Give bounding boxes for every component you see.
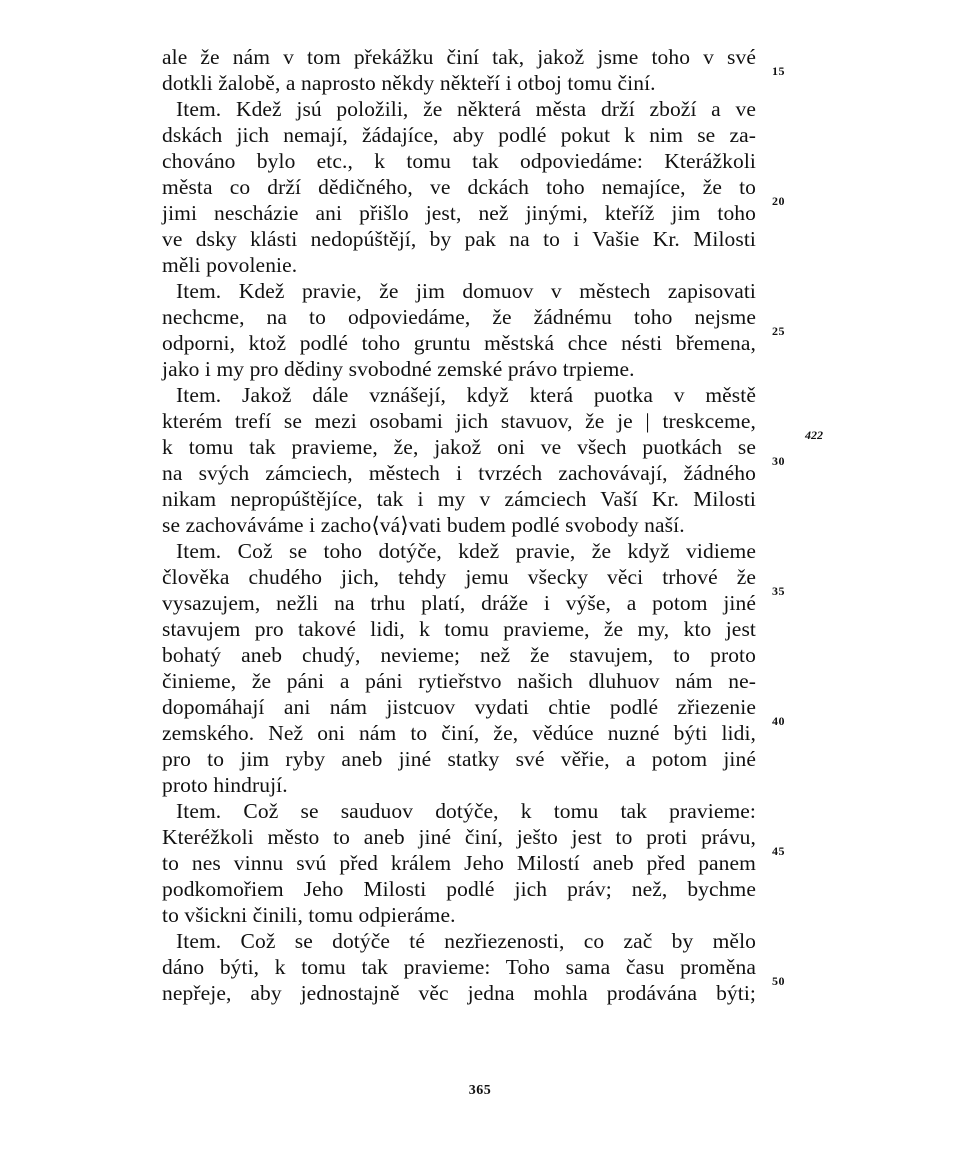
text-line: dskách jich nemají, žádajíce, aby podlé pokut k nim se za-	[162, 123, 756, 147]
text-line: Item. Což se toho dotýče, kdež pravie, že když vidieme	[176, 539, 756, 563]
body-text	[162, 44, 756, 1006]
text-line: zemského. Než oni nám to činí, že, vědúce nuzné býti lidi,	[162, 721, 756, 745]
text-line: jimi nescházie ani přišlo jest, než jinými, kteříž jim toho	[162, 201, 756, 225]
text-line: ale že nám v tom překážku činí tak, jakož jsme toho v své	[162, 45, 756, 69]
text-line: Item. Což se sauduov dotýče, k tomu tak pravieme:	[176, 799, 756, 823]
text-line: se zachováváme i zacho⟨vá⟩vati budem podlé svobody naší.	[162, 513, 685, 537]
text-line: jako i my pro dědiny svobodné zemské právo trpieme.	[162, 357, 635, 381]
text-line: podkomořiem Jeho Milosti podlé jich práv; než, bychme	[162, 877, 756, 901]
line-number: 25	[772, 324, 785, 338]
text-line: na svých zámciech, městech i tvrzéch zachovávají, žádného	[162, 461, 756, 485]
line-number: 35	[772, 584, 785, 598]
line-number: 20	[772, 194, 785, 208]
page-number: 365	[468, 1083, 492, 1098]
text-line: nechcme, na to odpoviedáme, že žádnému toho nejsme	[162, 305, 756, 329]
text-line: Item. Což se dotýče té nezřiezenosti, co zač by mělo	[176, 929, 756, 953]
text-line: bohatý aneb chudý, nevieme; než že stavujem, to proto	[162, 643, 756, 667]
text-line: proto hindrují.	[162, 773, 288, 797]
text-line: měli povolenie.	[162, 253, 298, 277]
text-line: člověka chudého jich, tehdy jemu všecky věci trhové že	[162, 565, 756, 589]
text-line: dopomáhají ani nám jistcuov vydati chtie podlé zřiezenie	[162, 695, 756, 719]
line-number: 40	[772, 714, 785, 728]
text-line: stavujem pro takové lidi, k tomu pravieme, že my, kto jest	[162, 617, 756, 641]
text-line: města co drží dědičného, ve dckách toho nemajíce, že to	[162, 175, 756, 199]
text-line: to nes vinnu svú před králem Jeho Milostí aneb před panem	[162, 851, 756, 875]
text-line: ve dsky klásti nedopúštějí, by pak na to i Vašie Kr. Milosti	[162, 227, 756, 251]
text-line: k tomu tak pravieme, že, jakož oni ve všech puotkách se	[162, 435, 756, 459]
text-line: chováno bylo etc., k tomu tak odpoviedáme: Kterážkoli	[162, 149, 756, 173]
text-line: dotkli žalobě, a naprosto někdy někteří i otboj tomu činí.	[162, 71, 656, 95]
text-line: činieme, že páni a páni rytieřstvo našich dluhuov nám ne-	[162, 669, 756, 693]
text-line: nikam nepropúštějíce, tak i my v zámciech Vaší Kr. Milosti	[162, 487, 756, 511]
text-line: Item. Kdež jsú položili, že některá města drží zboží a ve	[176, 97, 756, 121]
text-line: to všickni činili, tomu odpieráme.	[162, 903, 456, 927]
text-line: kterém trefí se mezi osobami jich stavuov, že je | treskceme,	[162, 409, 756, 433]
text-line: Item. Kdež pravie, že jim domuov v městech zapisovati	[176, 279, 756, 303]
text-line: dáno býti, k tomu tak pravieme: Toho sama času proměna	[162, 955, 756, 979]
text-line: pro to jim ryby aneb jiné statky své věřie, a potom jiné	[162, 747, 756, 771]
line-number: 15	[772, 64, 785, 78]
text-line: nepřeje, aby jednostajně věc jedna mohla prodávána býti;	[162, 981, 756, 1005]
source-page-reference: 422	[805, 428, 823, 442]
text-line: odporni, ktož podlé toho gruntu městská chce nésti břemena,	[162, 331, 756, 355]
text-line: Kteréžkoli město to aneb jiné činí, ješto jest to proti právu,	[162, 825, 756, 849]
line-number: 50	[772, 974, 785, 988]
text-line: Item. Jakož dále vznášejí, když která puotka v městě	[176, 383, 756, 407]
text-line: vysazujem, nežli na trhu platí, dráže i výše, a potom jiné	[162, 591, 756, 615]
line-number: 30	[772, 454, 785, 468]
line-number: 45	[772, 844, 785, 858]
